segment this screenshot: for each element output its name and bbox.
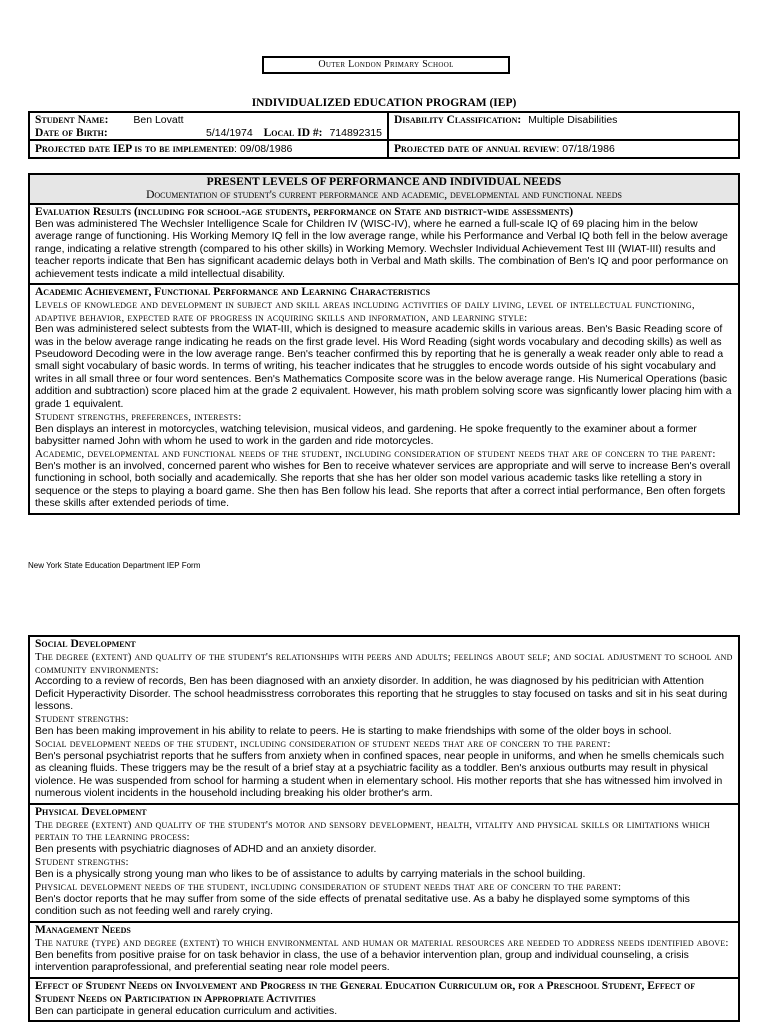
social-strengths-question: Student strengths: (35, 713, 129, 726)
dates-row (28, 139, 740, 159)
dob-label: Date of Birth (35, 127, 104, 139)
student-cell: Student Name: Ben Lovatt Date of Birth: 5/14/1974 Local ID #: 714892315 (35, 114, 382, 139)
review-date-value: 07/18/1986 (562, 143, 615, 155)
local-id-label: Local ID #: (263, 127, 323, 139)
physical-development-heading: Physical Development (35, 805, 147, 818)
effect-of-needs-block (30, 977, 738, 1020)
effect-of-needs-text: Ben can participate in general education curriculum and activities. (35, 1005, 338, 1017)
social-development-text: According to a review of records, Ben has been diagnosed with an anxiety disorder. In addition, he was diagnosed by his peditrician with Attention Deficit Hyperactivity Disorder. The school headmisstress corroborates this reporting that he struggles to stay focused on tasks and sit in his seat during lessons. (35, 676, 728, 712)
strengths-text: Ben displays an interest in motorcycles, watching television, musical videos, and gardening. He spoke frequently to the examiner about a former babysitter named John with whom he used to work in the garden and ride motorcycles. (35, 423, 697, 448)
academic-achievement-heading: Academic Achievement, Functional Performance and Learning Characteristics (35, 286, 431, 299)
disability-label: Disability Classification (394, 114, 518, 126)
management-needs-question: The nature (type) and degree (extent) to which environmental and human or material resources are needed to address needs identified above: (35, 936, 729, 949)
management-needs-block (30, 921, 738, 977)
physical-strengths-question: Student strengths: (35, 856, 129, 869)
management-needs-text: Ben benefits from positive praise for on task behavior in class, the use of a behavior intervention plan, group and individual counseling, a crisis intervention paraprofessional, and preferential seating near role model peers. (35, 950, 689, 974)
school-name: Outer London Primary School (262, 56, 510, 74)
student-name-label: Student Name (35, 114, 105, 126)
academic-needs-question: Academic, developmental and functional needs of the student, including consideration of student needs that are of concern to the parent: (35, 448, 716, 461)
social-needs-question: Social development needs of the student, including consideration of student needs that are of concern to the parent: (35, 738, 611, 751)
implement-date-value: 09/08/1986 (239, 143, 293, 155)
implement-date-cell: Projected date IEP is to be implemented: 09/08/1986 (35, 143, 293, 155)
evaluation-results-block (30, 205, 738, 283)
academic-levels-question: Levels of knowledge and development in subject and skill areas including activities of daily living, level of intellectual functioning, adaptive behavior, expected rate of progress in acquiring skills and information, and learning style: (35, 299, 695, 324)
strengths-question: Student strengths, preferences, interests: (35, 411, 242, 424)
review-date-label: Projected date of annual review (394, 143, 557, 155)
physical-needs-text: Ben's doctor reports that he may suffer from some of the side effects of prenatal seditative use. As a baby he displayed some symptoms of this condition such as not feeding well and rarely crying. (35, 893, 690, 918)
social-development-heading: Social Development (35, 638, 136, 650)
student-info-row (28, 111, 740, 141)
physical-development-block (30, 803, 738, 921)
present-levels-subtitle: Documentation of student's current performance and academic, developmental and functional needs (146, 189, 622, 201)
evaluation-results-text: Ben was administered The Wechsler Intelligence Scale for Children IV (WISC-IV), where he earned a full-scale IQ of 69 placing him in the below average range of functioning. His Working Memory IQ fell in the low average range, while his Performance and Verbal IQ both fell in the below average range, indicating a relative strength (compared to his other skills) in Working Memory. Wechsler Individual Achievement Test III (WIAT-III) results and teacher reports indicate that Ben has significant academic delays both in Verbal and Math skills. The combination of Ben's IQ and poor performance on achievement tests indicate a mild intellectual disability. (35, 219, 729, 280)
management-needs-heading: Management Needs (35, 923, 131, 936)
disability-cell: Disability Classification: Multiple Disabilities (387, 113, 738, 139)
physical-development-question: The degree (extent) and quality of the student's motor and sensory development, health, vitality and physical skills or limitations which pertain to the learning process: (35, 818, 710, 844)
present-levels-section (28, 173, 740, 515)
physical-needs-question: Physical development needs of the student, including consideration of student needs that are of concern to the parent: (35, 881, 622, 894)
effect-of-needs-heading: Effect of Student Needs on Involvement and Progress in the General Education Curriculum or, for a Preschool Student, Effect of Student Needs on Participation in Appropriate Activities (35, 979, 696, 1005)
implement-date-label: Projected date IEP is to be implemented (35, 143, 234, 155)
local-id-value: 714892315 (329, 127, 382, 139)
dob-value: 5/14/1974 (205, 127, 253, 139)
social-development-question: The degree (extent) and quality of the student's relationships with peers and adults; feelings about self; and social adjustment to school and community environments: (35, 651, 733, 676)
form-footer: New York State Education Department IEP Form (28, 561, 201, 570)
disability-value: Multiple Disabilities (528, 114, 618, 126)
social-strengths-text: Ben has been making improvement in his ability to relate to peers. He is starting to make friendships with some of the older boys in school. (35, 726, 672, 737)
student-name-value: Ben Lovatt (133, 114, 184, 126)
present-levels-title: PRESENT LEVELS OF PERFORMANCE AND INDIVIDUAL NEEDS (206, 176, 562, 188)
development-section (28, 635, 740, 1022)
physical-strengths-text: Ben is a physically strong young man who likes to be of assistance to adults by carrying materials in the school building. (35, 868, 586, 880)
physical-development-text: Ben presents with psychiatric diagnoses of ADHD and an anxiety disorder. (35, 843, 377, 855)
iep-title: INDIVIDUALIZED EDUCATION PROGRAM (IEP) (251, 97, 517, 109)
social-development-block (30, 637, 738, 803)
academic-levels-text: Ben was administered select subtests from the WIAT-III, which is designed to measure academic skills in various areas. Ben's Basic Reading score of was in the below average range indicating he reads on the first grade level. His Word Reading (sight words vocabulary and decoding skills) as well as Pseudoword Decoding were in the low average range. Ben's teacher confirmed this by reporting that he is generally a weak reader only able to read a small sight vocabulary of basic words. In terms of writing, his teacher indicates that he struggles to encode words outside of his sight vocabulary and writes in all small three or four word sentences. Ben's Mathematics Composite score was in the below average range. His Numerical Operations (basic addition and subtraction) score placed him at the grade 2 equivalent. However, his math problem solving score was signficantly lower placing him with a grade 1 equivalent. (35, 324, 732, 410)
social-needs-text: Ben's personal psychiatrist reports that he suffers from anxiety when in confined spaces, near people in uniforms, and when he smells chemicals such as cleaning fluids. These triggers may be the result of a brief stay at a psychiatric facility as a toddler. Ben's anxious outburts may result in physical violence. He was suspended from school for harming a student when in elementary school. His mother reports that she has witnessed him involved in numerous violent incidents in the household including breaking his older brother's arm. (35, 751, 725, 800)
academic-achievement-block (30, 283, 738, 513)
evaluation-results-heading: Evaluation Results (including for school-age students, performance on State and district-wide assessments) (35, 206, 574, 218)
present-levels-header (30, 175, 738, 205)
academic-needs-text: Ben's mother is an involved, concerned parent who wishes for Ben to receive whatever services are appropriate and will serve to increase Ben's overall functioning in school, both socially and academically. She reports that she has her older son model various academic tasks like retelling a story in sequence or the steps to playing a board game. She then has Ben follow his lead. She reports that after a correct intial performance, Ben often forgets these skills after extended periods of time. (35, 461, 731, 510)
review-date-cell: Projected date of annual review: 07/18/1986 (387, 141, 738, 157)
